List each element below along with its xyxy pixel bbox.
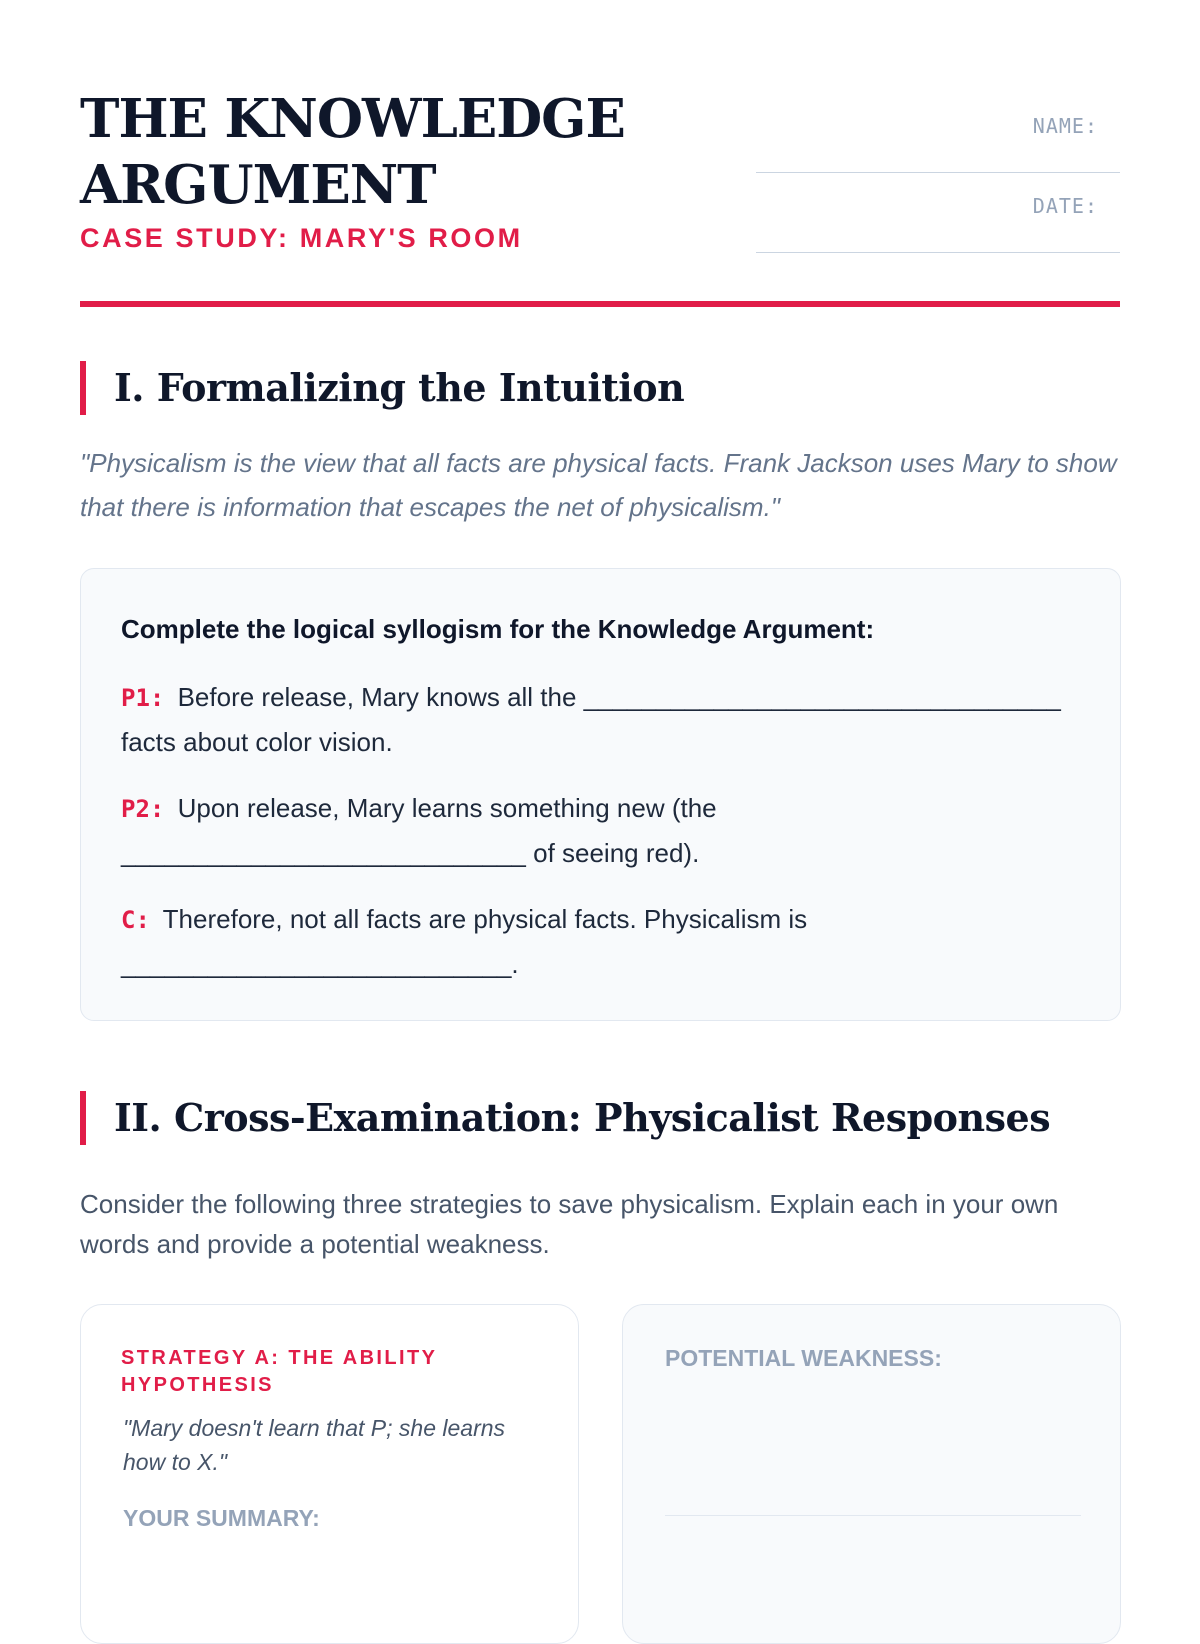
page-title: THE KNOWLEDGE ARGUMENT bbox=[80, 88, 625, 216]
premise-p2[interactable] bbox=[121, 786, 1080, 875]
premise-text: Before release, Mary knows all the _________________________________ facts about color vision. bbox=[121, 682, 1061, 757]
strategy-quote: "Mary doesn't learn that P; she learns how to X." bbox=[123, 1415, 506, 1475]
premise-label: C: bbox=[121, 906, 150, 934]
section-2-title: II. Cross-Examination: Physicalist Responses bbox=[80, 1091, 1120, 1145]
syllogism-instruction: Complete the logical syllogism for the Knowledge Argument: bbox=[121, 614, 875, 644]
premise-label: P1: bbox=[121, 684, 165, 712]
weakness-label: POTENTIAL WEAKNESS: bbox=[665, 1345, 942, 1371]
premise-conclusion[interactable] bbox=[121, 897, 1080, 986]
premise-text: Therefore, not all facts are physical facts. Physicalism is ___________________________. bbox=[121, 904, 808, 979]
weakness-card bbox=[622, 1304, 1121, 1644]
syllogism-box bbox=[80, 568, 1121, 1021]
section-1-title: I. Formalizing the Intuition bbox=[80, 361, 1120, 415]
premise-text: Upon release, Mary learns something new (the ____________________________ of seeing red). bbox=[121, 793, 717, 868]
strategy-card bbox=[80, 1304, 579, 1644]
summary-label: YOUR SUMMARY: bbox=[123, 1505, 320, 1531]
page-subtitle: CASE STUDY: MARY'S ROOM bbox=[80, 223, 523, 253]
premise-p1[interactable] bbox=[121, 675, 1080, 764]
strategy-title: STRATEGY A: THE ABILITY HYPOTHESIS bbox=[121, 1347, 437, 1396]
date-field[interactable] bbox=[756, 252, 1120, 253]
date-label: DATE: bbox=[1032, 194, 1098, 218]
premise-label: P2: bbox=[121, 795, 165, 823]
name-field[interactable] bbox=[756, 172, 1120, 173]
section-1-quote: "Physicalism is the view that all facts are physical facts. Frank Jackson uses Mary to show that there is information that escapes the net of physicalism." bbox=[80, 448, 1117, 522]
header-divider bbox=[80, 301, 1120, 307]
section-2-intro: Consider the following three strategies to save physicalism. Explain each in your own words and provide a potential weakness. bbox=[80, 1189, 1059, 1259]
name-label: NAME: bbox=[1032, 114, 1098, 138]
weakness-answer-line[interactable] bbox=[665, 1515, 1081, 1516]
